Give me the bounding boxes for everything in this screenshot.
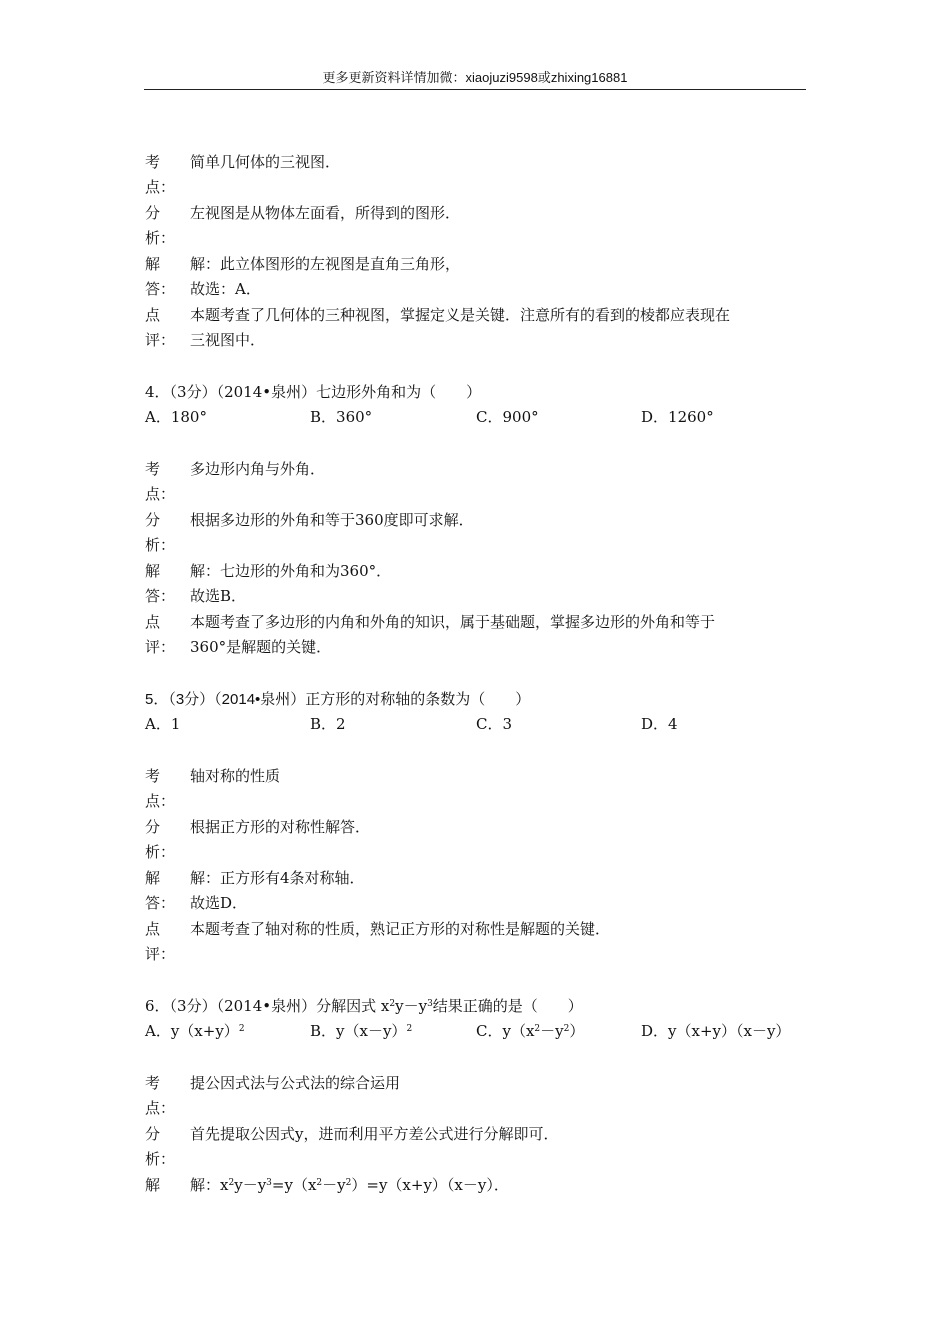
label-xi: 析： (145, 536, 176, 554)
q4-title (145, 380, 481, 405)
q6-stem: 结果正确的是（ ） (432, 998, 583, 1015)
label-dian2: 点 (145, 306, 161, 324)
q4-option-b: B．360° (310, 408, 373, 426)
q3-jieda-line1: 解：此立体图形的左视图是直角三角形， (190, 255, 461, 273)
label-da: 答： (145, 280, 176, 298)
q4-jieda-line2: 故选B． (190, 587, 247, 605)
label-jie: 解 (145, 562, 161, 580)
label-dian2: 点 (145, 920, 161, 938)
q4-option-c: C．900° (476, 408, 539, 426)
label-kao: 考 (145, 153, 161, 171)
label-da: 答： (145, 587, 176, 605)
label-dian: 点： (145, 792, 176, 810)
q6-option-a: A．$y(x+y)^2$ (145, 1022, 245, 1040)
q6-jieda-line1: 解：$x^2y-y^3=y(x^2-y^2)=y(x+y)(x-y)$． (190, 1176, 509, 1194)
label-dian: 点： (145, 178, 176, 196)
label-xi: 析： (145, 1150, 176, 1168)
q6-fenxi: 首先提取公因式y，进而利用平方差公式进行分解即可． (190, 1125, 559, 1143)
q4-prefix: 4．（3分）（2014•泉州） (145, 383, 317, 401)
label-fen: 分 (145, 818, 161, 836)
q5-kaodian: 轴对称的性质 (190, 767, 281, 785)
label-ping: 评： (145, 331, 176, 349)
q6-option-b: B．$y(x-y)^2$ (310, 1022, 413, 1040)
label-xi: 析： (145, 229, 176, 247)
label-jie: 解 (145, 255, 161, 273)
q5-option-b: B．2 (310, 715, 346, 733)
q3-jieda-line2: 故选：A． (190, 280, 261, 298)
q6-title (145, 994, 583, 1019)
page-header: 更多更新资料详情加微：xiaojuzi9598或zhixing16881 (144, 64, 806, 90)
label-dian: 点： (145, 485, 176, 503)
q5-jieda-line2: 故选D． (190, 894, 248, 912)
q6-kaodian: 提公因式法与公式法的综合运用 (190, 1074, 401, 1092)
label-kao: 考 (145, 460, 161, 478)
q5-jieda-line1: 解：正方形有4条对称轴． (190, 869, 365, 887)
q5-option-d: D．4 (641, 715, 678, 733)
q4-dianping-line2: 360°是解题的关键． (190, 638, 332, 656)
label-kao: 考 (145, 1074, 161, 1092)
q6-expression: $x^2y-y^3$ (380, 997, 433, 1015)
q4-jieda-line1: 解：七边形的外角和为360°． (190, 562, 392, 580)
q4-stem: 七边形外角和为（ ） (316, 384, 482, 401)
q6-option-c: C．$y(x^2-y^2)$ (476, 1022, 585, 1040)
label-jie: 解 (145, 869, 161, 887)
q5-fenxi: 根据正方形的对称性解答． (190, 818, 371, 836)
label-dian2: 点 (145, 613, 161, 631)
q3-fenxi: 左视图是从物体左面看，所得到的图形． (190, 204, 461, 222)
label-xi: 析： (145, 843, 176, 861)
q5-option-c: C．3 (476, 715, 513, 733)
label-da: 答： (145, 894, 176, 912)
label-ping: 评： (145, 638, 176, 656)
q4-kaodian: 多边形内角与外角． (190, 460, 326, 478)
q6-option-d: D．y（x+y）（x－y） (641, 1022, 791, 1040)
label-jie: 解 (145, 1176, 161, 1194)
label-ping: 评： (145, 945, 176, 963)
q3-dianping-line2: 三视图中． (190, 331, 266, 349)
q4-option-d: D．1260° (641, 408, 714, 426)
label-fen: 分 (145, 204, 161, 222)
label-fen: 分 (145, 1125, 161, 1143)
q5-title: 5．（3分）（2014•泉州）正方形的对称轴的条数为（ ） (145, 691, 531, 708)
label-kao: 考 (145, 767, 161, 785)
label-dian: 点： (145, 1099, 176, 1117)
q3-dianping-line1: 本题考查了几何体的三种视图，掌握定义是关键．注意所有的看到的棱都应表现在 (190, 306, 731, 324)
q3-kaodian: 简单几何体的三视图． (190, 153, 341, 171)
q5-dianping-line1: 本题考查了轴对称的性质，熟记正方形的对称性是解题的关键． (190, 920, 611, 938)
label-fen: 分 (145, 511, 161, 529)
q5-option-a: A．1 (145, 715, 181, 733)
q4-option-a: A．180° (145, 408, 207, 426)
q4-dianping-line1: 本题考查了多边形的内角和外角的知识，属于基础题，掌握多边形的外角和等于 (190, 613, 716, 631)
q4-fenxi: 根据多边形的外角和等于360度即可求解． (190, 511, 474, 529)
q6-prefix: 6．（3分）（2014•泉州）分解因式 (145, 997, 377, 1015)
